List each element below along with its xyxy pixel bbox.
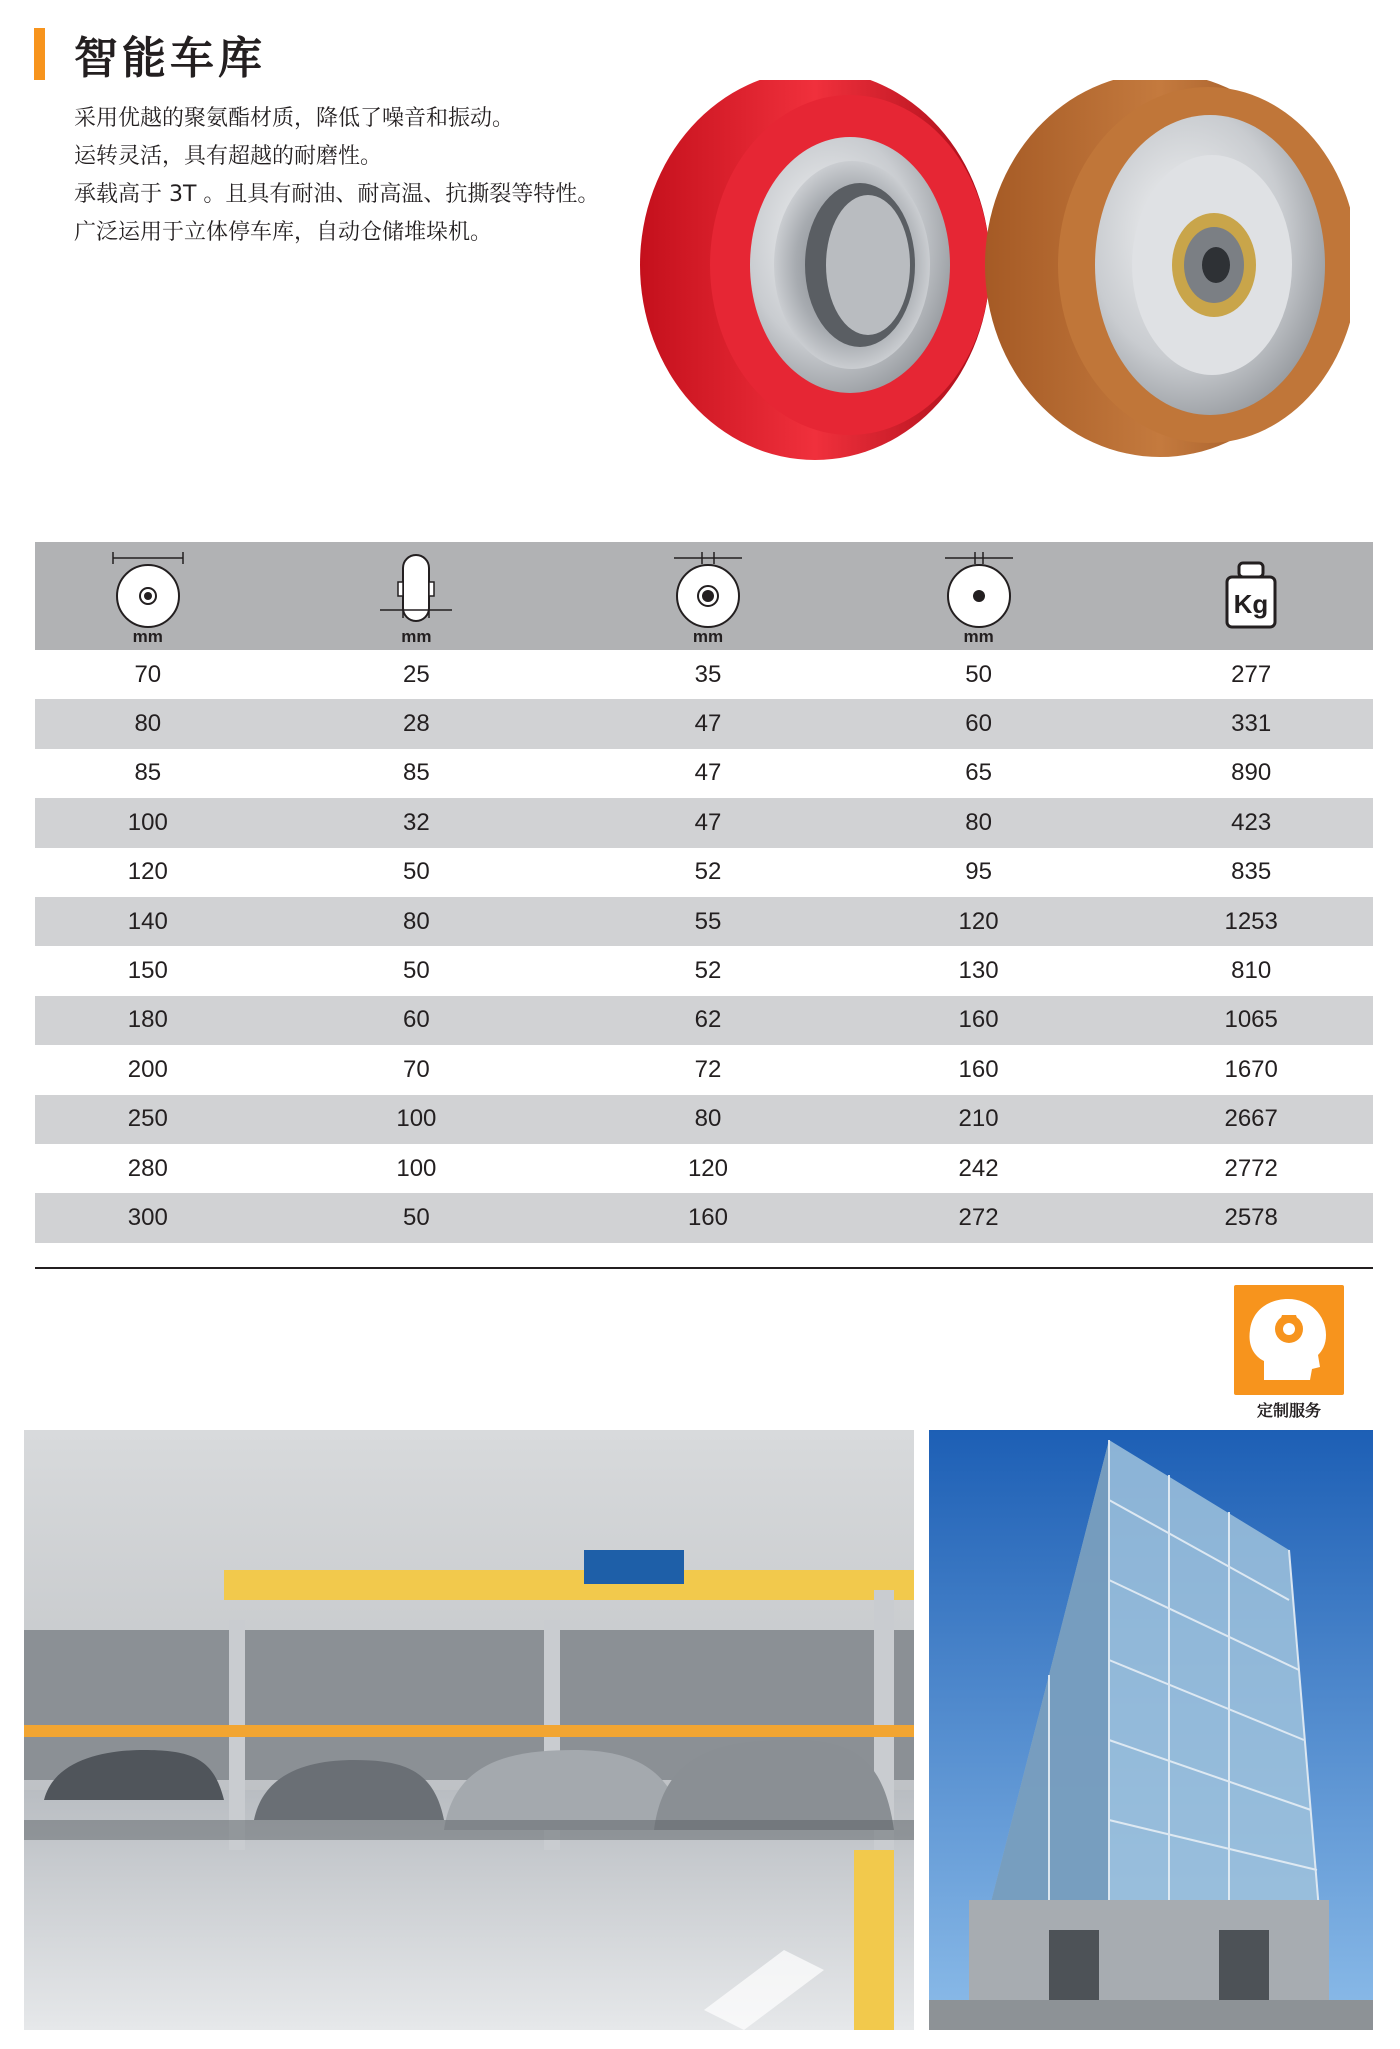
table-cell: 331 (1231, 710, 1272, 738)
table-cell: 62 (694, 1006, 722, 1034)
table-cell: 2772 (1224, 1154, 1278, 1182)
table-cell: 85 (134, 759, 162, 787)
table-row (35, 1193, 1373, 1242)
table-row (35, 848, 1373, 897)
table-cell: 120 (687, 1154, 728, 1182)
table-cell: 835 (1231, 858, 1272, 886)
table-cell: 80 (403, 907, 430, 935)
table-cell: 32 (403, 808, 430, 836)
table-cell: 50 (403, 1203, 430, 1231)
header-unit: mm (963, 627, 994, 646)
table-cell: 130 (958, 957, 999, 985)
table-cell: 55 (694, 907, 722, 935)
header-unit: mm (692, 627, 724, 646)
table-cell: 80 (134, 710, 162, 738)
table-cell: 35 (694, 660, 722, 688)
table-row (35, 749, 1373, 798)
table-cell: 95 (965, 858, 992, 886)
description-line: 运转灵活，具有超越的耐磨性。 (74, 144, 383, 169)
table-cell: 1670 (1224, 1055, 1278, 1083)
table-row (35, 699, 1373, 748)
table-cell: 300 (127, 1203, 168, 1231)
table-cell: 85 (403, 759, 430, 787)
header-load (1105, 542, 1373, 650)
page-title: 智能车库 (74, 33, 266, 84)
title-accent-bar (34, 28, 45, 80)
table-cell: 250 (127, 1105, 168, 1133)
header-outer-diameter (35, 542, 303, 650)
description-line: 采用优越的聚氨酯材质，降低了噪音和振动。 (74, 106, 515, 131)
table-row (35, 1144, 1373, 1193)
table-cell: 70 (403, 1055, 430, 1083)
table-cell: 890 (1231, 759, 1272, 787)
table-row (35, 1095, 1373, 1144)
description-list (74, 100, 599, 252)
table-cell: 1065 (1224, 1006, 1278, 1034)
table-cell: 47 (694, 808, 722, 836)
brown-polyurethane-wheel (985, 80, 1350, 457)
custom-service-label: 定制服务 (1256, 1401, 1321, 1420)
head-gear-icon (1234, 1285, 1344, 1395)
header-bore (570, 542, 838, 650)
table-cell: 280 (127, 1154, 168, 1182)
table-cell: 100 (127, 808, 168, 836)
table-cell: 2578 (1224, 1203, 1278, 1231)
table-cell: 25 (403, 660, 430, 688)
table-cell: 120 (127, 858, 168, 886)
table-cell: 423 (1231, 808, 1272, 836)
table-cell: 120 (958, 907, 999, 935)
table-cell: 72 (694, 1055, 722, 1083)
header-width (303, 542, 571, 650)
table-cell: 140 (127, 907, 168, 935)
table-cell: 100 (396, 1105, 437, 1133)
description-line: 承载高于 3T 。且具有耐油、耐高温、抗撕裂等特性。 (74, 182, 600, 207)
wheel-illustration (630, 80, 1350, 470)
table-cell: 60 (403, 1006, 430, 1034)
table-cell: 80 (965, 808, 992, 836)
table-cell: 242 (958, 1154, 999, 1182)
table-cell: 810 (1231, 957, 1272, 985)
table-cell: 1253 (1224, 907, 1278, 935)
table-cell: 180 (127, 1006, 168, 1034)
table-cell: 2667 (1224, 1105, 1278, 1133)
table-cell: 100 (396, 1154, 437, 1182)
table-cell: 47 (694, 710, 722, 738)
table-cell: 210 (958, 1105, 999, 1133)
table-bottom-rule (35, 1267, 1373, 1269)
wheel-width-icon (378, 552, 454, 628)
table-row (35, 798, 1373, 847)
table-cell: 160 (958, 1055, 999, 1083)
table-cell: 52 (694, 858, 722, 886)
table-cell: 50 (403, 858, 430, 886)
table-cell: 70 (134, 660, 162, 688)
table-row (35, 650, 1373, 699)
table-cell: 200 (127, 1055, 168, 1083)
spec-table (35, 542, 1373, 1243)
table-cell: 52 (694, 957, 722, 985)
table-cell: 160 (958, 1006, 999, 1034)
wheel-outer-diameter-icon (110, 552, 186, 628)
table-cell: 28 (403, 710, 430, 738)
description-line: 广泛运用于立体停车库，自动仓储堆垛机。 (74, 220, 493, 245)
bore-diameter-icon (670, 552, 746, 628)
table-row (35, 897, 1373, 946)
table-cell: 277 (1231, 660, 1272, 688)
hub-length-icon (941, 552, 1017, 628)
table-cell: 272 (958, 1203, 999, 1231)
header-unit: mm (401, 627, 432, 646)
table-cell: 47 (694, 759, 722, 787)
table-row (35, 1045, 1373, 1094)
red-polyurethane-wheel (640, 80, 990, 460)
weight-unit-text: Kg (1233, 589, 1269, 619)
table-row (35, 946, 1373, 995)
table-cell: 60 (965, 710, 992, 738)
table-cell: 80 (694, 1105, 722, 1133)
header-unit: mm (132, 627, 163, 646)
table-cell: 50 (403, 957, 430, 985)
custom-service-badge (1234, 1285, 1344, 1395)
table-cell: 160 (687, 1203, 728, 1231)
table-header-row (35, 542, 1373, 650)
table-cell: 50 (965, 660, 992, 688)
load-weight-icon (1223, 561, 1279, 631)
header-hub-length (838, 542, 1106, 650)
parking-garage-photo (24, 1430, 914, 2030)
wheel-product-images (630, 80, 1350, 470)
table-cell: 150 (127, 957, 168, 985)
table-row (35, 996, 1373, 1045)
table-cell: 65 (965, 759, 992, 787)
glass-tower-garage-photo (929, 1430, 1373, 2030)
